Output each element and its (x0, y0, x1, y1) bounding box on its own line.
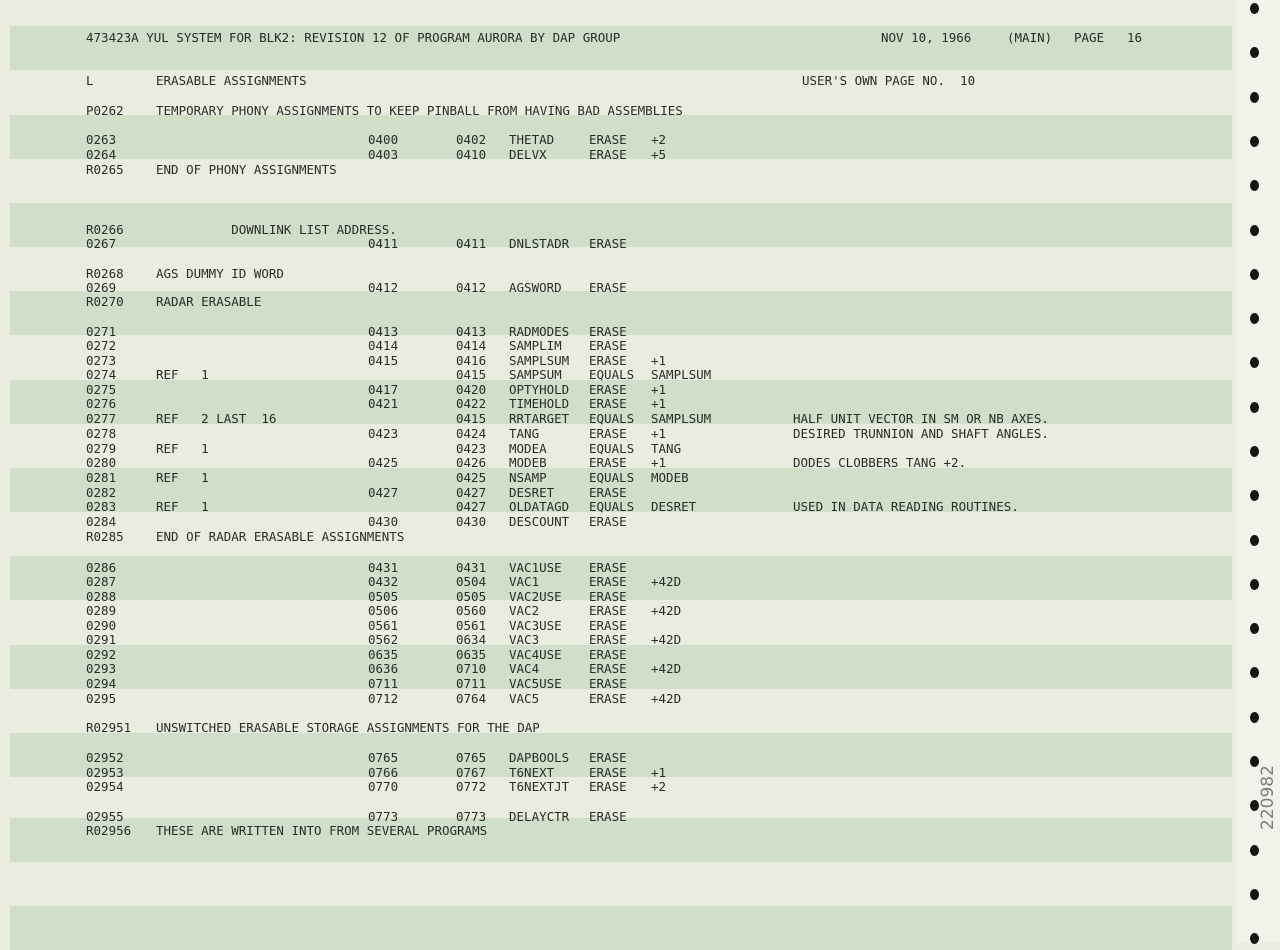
listing-a2: 0560 (456, 603, 487, 618)
listing-cmt: DESIRED TRUNNION AND SHAFT ANGLES. (793, 426, 1049, 441)
listing-seq: 0291 (86, 632, 117, 647)
listing-seq: 02954 (86, 779, 124, 794)
listing-op: ERASE (589, 632, 627, 647)
sprocket-hole (1250, 402, 1259, 413)
listing-sym: VAC2USE (509, 589, 562, 604)
listing-seq: 0279 (86, 441, 117, 456)
listing-a2: 0504 (456, 574, 487, 589)
listing-op: EQUALS (589, 367, 635, 382)
listing-sym: NSAMP (509, 470, 547, 485)
listing-seq: R0265 (86, 162, 124, 177)
listing-op: ERASE (589, 396, 627, 411)
listing-op: ERASE (589, 809, 627, 824)
sprocket-hole (1250, 3, 1259, 14)
listing-opd: +42D (651, 603, 682, 618)
listing-a2: 0424 (456, 426, 487, 441)
listing-seq: 0267 (86, 236, 117, 251)
listing-a2: 0427 (456, 485, 487, 500)
listing-sym: VAC4 (509, 661, 540, 676)
listing-label: AGS DUMMY ID WORD (156, 266, 284, 281)
listing-a1: 0561 (368, 618, 399, 633)
listing-op: ERASE (589, 603, 627, 618)
listing-op: ERASE (589, 514, 627, 529)
listing-op: ERASE (589, 324, 627, 339)
sprocket-hole (1250, 623, 1259, 634)
listing-op: ERASE (589, 647, 627, 662)
subheader-code: L (86, 73, 94, 88)
sprocket-hole (1250, 889, 1259, 900)
listing-a1: 0400 (368, 132, 399, 147)
listing-seq: 0269 (86, 280, 117, 295)
listing-opd: TANG (651, 441, 682, 456)
listing-op: ERASE (589, 455, 627, 470)
listing-sym: VAC1 (509, 574, 540, 589)
listing-seq: 0295 (86, 691, 117, 706)
listing-a1: 0770 (368, 779, 399, 794)
listing-sym: OPTYHOLD (509, 382, 570, 397)
listing-label: REF 1 (156, 367, 209, 382)
listing-opd: +42D (651, 691, 682, 706)
listing-a1: 0506 (368, 603, 399, 618)
listing-seq: 0289 (86, 603, 117, 618)
subheader-title: ERASABLE ASSIGNMENTS (156, 73, 307, 88)
listing-opd: DESRET (651, 499, 697, 514)
listing-sym: TANG (509, 426, 540, 441)
listing-op: ERASE (589, 485, 627, 500)
listing-a2: 0764 (456, 691, 487, 706)
listing-a2: 0505 (456, 589, 487, 604)
listing-opd: +2 (651, 779, 667, 794)
listing-sym: VAC3 (509, 632, 540, 647)
listing-opd: +42D (651, 632, 682, 647)
sprocket-hole (1250, 667, 1259, 678)
listing-a2: 0767 (456, 765, 487, 780)
listing-sym: SAMPLSUM (509, 353, 570, 368)
listing-op: ERASE (589, 280, 627, 295)
listing-a1: 0505 (368, 589, 399, 604)
listing-a2: 0420 (456, 382, 487, 397)
listing-sym: OLDATAGD (509, 499, 570, 514)
listing-seq: R02956 (86, 823, 132, 838)
listing-seq: 0277 (86, 411, 117, 426)
listing-seq: 0263 (86, 132, 117, 147)
listing-sym: SAMPLIM (509, 338, 562, 353)
sprocket-hole (1250, 446, 1259, 457)
listing-op: ERASE (589, 779, 627, 794)
listing-opd: SAMPLSUM (651, 367, 712, 382)
listing-seq: 0281 (86, 470, 117, 485)
listing-a2: 0711 (456, 676, 487, 691)
listing-seq: 0292 (86, 647, 117, 662)
sprocket-hole (1250, 490, 1259, 501)
listing-a1: 0421 (368, 396, 399, 411)
listing-sym: T6NEXT (509, 765, 555, 780)
listing-op: ERASE (589, 618, 627, 633)
listing-seq: 0294 (86, 676, 117, 691)
listing-opd: +2 (651, 132, 667, 147)
listing-sym: DAPBOOLS (509, 750, 570, 765)
listing-seq: 0278 (86, 426, 117, 441)
listing-sym: RADMODES (509, 324, 570, 339)
header-page-label: PAGE (1074, 30, 1105, 45)
listing-a1: 0425 (368, 455, 399, 470)
listing-seq: 0286 (86, 560, 117, 575)
listing-sym: AGSWORD (509, 280, 562, 295)
listing-seq: 0284 (86, 514, 117, 529)
listing-op: EQUALS (589, 411, 635, 426)
listing-opd: +1 (651, 382, 667, 397)
listing-a2: 0426 (456, 455, 487, 470)
listing-a2: 0772 (456, 779, 487, 794)
listing-a2: 0430 (456, 514, 487, 529)
greenbar-band (10, 906, 1232, 950)
listing-op: ERASE (589, 353, 627, 368)
listing-opd: +42D (651, 661, 682, 676)
listing-seq: 02955 (86, 809, 124, 824)
listing-op: ERASE (589, 560, 627, 575)
listing-a2: 0634 (456, 632, 487, 647)
listing-op: ERASE (589, 691, 627, 706)
listing-op: ERASE (589, 338, 627, 353)
sprocket-hole (1250, 933, 1259, 944)
listing-a1: 0427 (368, 485, 399, 500)
listing-a1: 0562 (368, 632, 399, 647)
listing-seq: 0272 (86, 338, 117, 353)
listing-sym: MODEB (509, 455, 547, 470)
header-page-number: 16 (1127, 30, 1143, 45)
sprocket-hole (1250, 225, 1259, 236)
listing-op: EQUALS (589, 499, 635, 514)
listing-sym: RRTARGET (509, 411, 570, 426)
listing-label: REF 1 (156, 470, 209, 485)
listing-a1: 0412 (368, 280, 399, 295)
listing-a1: 0423 (368, 426, 399, 441)
listing-a1: 0414 (368, 338, 399, 353)
listing-a2: 0415 (456, 367, 487, 382)
listing-a2: 0710 (456, 661, 487, 676)
sprocket-hole (1250, 180, 1259, 191)
header-title: 473423A YUL SYSTEM FOR BLK2: REVISION 12 OF PROGRAM AURORA BY DAP GROUP (86, 30, 621, 45)
listing-sym: THETAD (509, 132, 555, 147)
listing-op: ERASE (589, 382, 627, 397)
listing-a2: 0427 (456, 499, 487, 514)
listing-a1: 0766 (368, 765, 399, 780)
listing-opd: +1 (651, 353, 667, 368)
listing-opd: MODEB (651, 470, 689, 485)
listing-seq: 0274 (86, 367, 117, 382)
listing-a1: 0415 (368, 353, 399, 368)
margin-stamp: 220982 (1258, 765, 1278, 830)
listing-a1: 0430 (368, 514, 399, 529)
listing-opd: +1 (651, 396, 667, 411)
listing-op: EQUALS (589, 470, 635, 485)
header-section: (MAIN) (1007, 30, 1053, 45)
listing-op: ERASE (589, 426, 627, 441)
listing-a2: 0561 (456, 618, 487, 633)
listing-opd: +5 (651, 147, 667, 162)
listing-seq: 0283 (86, 499, 117, 514)
listing-opd: +1 (651, 426, 667, 441)
listing-seq: 0280 (86, 455, 117, 470)
listing-seq: P0262 (86, 103, 124, 118)
sprocket-hole (1250, 712, 1259, 723)
listing-seq: 0276 (86, 396, 117, 411)
listing-a2: 0411 (456, 236, 487, 251)
listing-a2: 0423 (456, 441, 487, 456)
listing-a2: 0414 (456, 338, 487, 353)
listing-opd: +1 (651, 765, 667, 780)
sprocket-hole (1250, 269, 1259, 280)
listing-seq: 0271 (86, 324, 117, 339)
listing-seq: 0275 (86, 382, 117, 397)
listing-label: UNSWITCHED ERASABLE STORAGE ASSIGNMENTS FOR THE DAP (156, 720, 540, 735)
listing-seq: R02951 (86, 720, 132, 735)
listing-seq: 02952 (86, 750, 124, 765)
listing-a1: 0712 (368, 691, 399, 706)
listing-op: ERASE (589, 589, 627, 604)
listing-a1: 0403 (368, 147, 399, 162)
listing-a2: 0773 (456, 809, 487, 824)
listing-op: ERASE (589, 676, 627, 691)
listing-op: ERASE (589, 765, 627, 780)
listing-label: THESE ARE WRITTEN INTO FROM SEVERAL PROGRAMS (156, 823, 488, 838)
listing-a2: 0415 (456, 411, 487, 426)
listing-label: END OF RADAR ERASABLE ASSIGNMENTS (156, 529, 405, 544)
listing-sym: DNLSTADR (509, 236, 570, 251)
header-date: NOV 10, 1966 (881, 30, 972, 45)
listing-label: TEMPORARY PHONY ASSIGNMENTS TO KEEP PINBALL FROM HAVING BAD ASSEMBLIES (156, 103, 683, 118)
listing-op: ERASE (589, 147, 627, 162)
listing-sym: DESRET (509, 485, 555, 500)
listing-seq: R0270 (86, 294, 124, 309)
listing-a2: 0425 (456, 470, 487, 485)
listing-seq: 0287 (86, 574, 117, 589)
listing-label: RADAR ERASABLE (156, 294, 262, 309)
listing-a1: 0636 (368, 661, 399, 676)
listing-seq: 0273 (86, 353, 117, 368)
listing-label: REF 1 (156, 441, 209, 456)
listing-a2: 0416 (456, 353, 487, 368)
listing-seq: 0290 (86, 618, 117, 633)
listing-sym: VAC5USE (509, 676, 562, 691)
listing-opd: +1 (651, 455, 667, 470)
listing-cmt: HALF UNIT VECTOR IN SM OR NB AXES. (793, 411, 1049, 426)
listing-a2: 0635 (456, 647, 487, 662)
listing-seq: R0285 (86, 529, 124, 544)
listing-sym: MODEA (509, 441, 547, 456)
listing-sym: VAC2 (509, 603, 540, 618)
listing-label: DOWNLINK LIST ADDRESS. (156, 222, 397, 237)
listing-seq: 0288 (86, 589, 117, 604)
listing-sym: VAC5 (509, 691, 540, 706)
listing-a1: 0635 (368, 647, 399, 662)
listing-seq: 0282 (86, 485, 117, 500)
listing-sym: DESCOUNT (509, 514, 570, 529)
listing-a2: 0402 (456, 132, 487, 147)
listing-label: END OF PHONY ASSIGNMENTS (156, 162, 337, 177)
listing-a1: 0711 (368, 676, 399, 691)
users-page-number: USER'S OWN PAGE NO. 10 (802, 73, 976, 88)
listing-sym: TIMEHOLD (509, 396, 570, 411)
listing-op: ERASE (589, 236, 627, 251)
listing-op: EQUALS (589, 441, 635, 456)
sprocket-hole (1250, 47, 1259, 58)
listing-seq: R0268 (86, 266, 124, 281)
listing-a1: 0765 (368, 750, 399, 765)
listing-label: REF 2 LAST 16 (156, 411, 277, 426)
sprocket-hole (1250, 136, 1259, 147)
sprocket-hole (1250, 535, 1259, 546)
listing-a1: 0773 (368, 809, 399, 824)
listing-a2: 0765 (456, 750, 487, 765)
listing-op: ERASE (589, 574, 627, 589)
listing-a1: 0411 (368, 236, 399, 251)
sprocket-hole (1250, 313, 1259, 324)
sprocket-hole (1250, 579, 1259, 590)
listing-sym: SAMPSUM (509, 367, 562, 382)
listing-seq: R0266 (86, 222, 124, 237)
listing-label: REF 1 (156, 499, 209, 514)
listing-opd: +42D (651, 574, 682, 589)
listing-cmt: USED IN DATA READING ROUTINES. (793, 499, 1019, 514)
listing-opd: SAMPLSUM (651, 411, 712, 426)
listing-op: ERASE (589, 750, 627, 765)
listing-sym: VAC4USE (509, 647, 562, 662)
listing-a1: 0417 (368, 382, 399, 397)
listing-sym: VAC3USE (509, 618, 562, 633)
sprocket-hole (1250, 845, 1259, 856)
listing-op: ERASE (589, 661, 627, 676)
listing-a2: 0431 (456, 560, 487, 575)
listing-a2: 0412 (456, 280, 487, 295)
listing-a1: 0432 (368, 574, 399, 589)
sprocket-hole (1250, 357, 1259, 368)
listing-a1: 0431 (368, 560, 399, 575)
sprocket-hole (1250, 92, 1259, 103)
listing-sym: DELVX (509, 147, 547, 162)
listing-sym: VAC1USE (509, 560, 562, 575)
listing-sym: T6NEXTJT (509, 779, 570, 794)
listing-a2: 0422 (456, 396, 487, 411)
listing-a2: 0413 (456, 324, 487, 339)
listing-a2: 0410 (456, 147, 487, 162)
listing-a1: 0413 (368, 324, 399, 339)
listing-sym: DELAYCTR (509, 809, 570, 824)
listing-seq: 0293 (86, 661, 117, 676)
listing-op: ERASE (589, 132, 627, 147)
listing-seq: 0264 (86, 147, 117, 162)
listing-seq: 02953 (86, 765, 124, 780)
listing-cmt: DODES CLOBBERS TANG +2. (793, 455, 967, 470)
